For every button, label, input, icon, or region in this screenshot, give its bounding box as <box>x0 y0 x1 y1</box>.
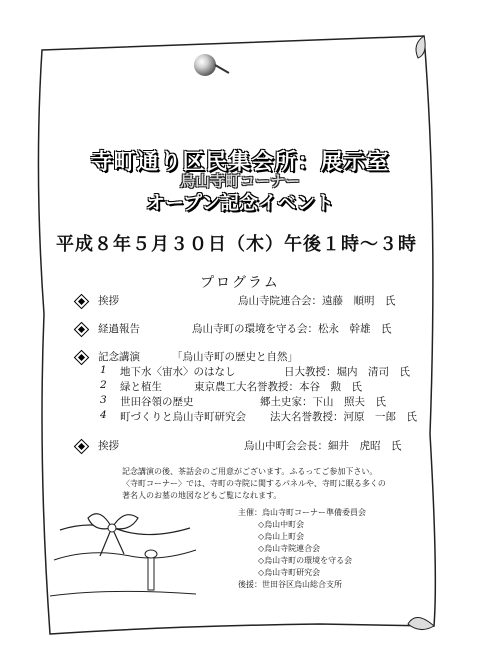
lecture-item-topic: 緑と植生 <box>120 381 162 393</box>
organizer-member: ◇烏山寺院連合会 <box>258 544 321 553</box>
greeting1-label: 挨拶 <box>98 295 119 307</box>
greeting1-speaker: 烏山寺院連合会：遠藤 順明 氏 <box>238 295 396 307</box>
lecture-item-number: 2 <box>100 379 107 391</box>
pushpin-icon <box>194 54 216 76</box>
organizer-support: 後援：世田谷区烏山総合支所 <box>238 580 342 589</box>
lecture-item-speaker: 東京農工大名誉教授：本谷 勲 氏 <box>194 381 362 393</box>
organizer-member: ◇烏山中町会 <box>258 520 305 529</box>
lecture-item-topic: 町づくりと烏山寺町研究会 <box>120 411 246 423</box>
lecture-label: 記念講演 <box>98 351 140 363</box>
sub-title: 烏山寺町コーナー <box>179 172 300 190</box>
organizer-member: ◇烏山寺町研究会 <box>258 568 321 577</box>
lecture-item-topic: 世田谷領の歴史 <box>120 396 194 408</box>
report-speaker: 烏山寺町の環境を守る会：松永 幹雄 氏 <box>192 323 392 335</box>
note-line: 記念講演の後、茶話会のご用意がございます。ふるってご参加下さい。 <box>122 467 378 476</box>
organizer-member: ◇烏山上町会 <box>258 532 305 541</box>
lecture-item-topic: 地下水〈宙水〉のはなし <box>120 366 236 378</box>
note-line: 〈寺町コーナー〉では、寺町の寺院に関するパネルや、寺町に眠る多くの <box>122 479 386 488</box>
ribbon-signpost-illustration <box>50 500 200 610</box>
lecture-item-number: 3 <box>100 394 107 406</box>
main-title: 寺町通り区民集会所：展示室 <box>90 150 390 175</box>
greeting2-speaker: 烏山中町会会長：細井 虎昭 氏 <box>244 440 402 452</box>
event-date: 平成８年５月３０日（木）午後１時～３時 <box>56 234 417 255</box>
lecture-item-speaker: 郷土史家：下山 照夫 氏 <box>260 396 386 408</box>
lecture-item-number: 4 <box>100 409 107 421</box>
lecture-item-speaker: 日大教授：堀内 清司 氏 <box>284 366 410 378</box>
lecture-item-number: 1 <box>100 364 107 376</box>
greeting2-label: 挨拶 <box>98 440 119 452</box>
organizer-member: ◇烏山寺町の環境を守る会 <box>258 556 353 565</box>
event-title: オープン記念イベント <box>145 192 335 214</box>
lecture-item-speaker: 法大名誉教授：河原 一郎 氏 <box>270 411 417 423</box>
note-line: 著名人のお墓の地図などもご覧になれます。 <box>122 491 282 500</box>
organizer-host: 主催：烏山寺町コーナー準備委員会 <box>238 508 366 517</box>
program-heading: プログラム <box>200 275 280 291</box>
report-label: 経過報告 <box>98 323 140 335</box>
lecture-theme: 「烏山寺町の歴史と自然」 <box>172 351 298 363</box>
